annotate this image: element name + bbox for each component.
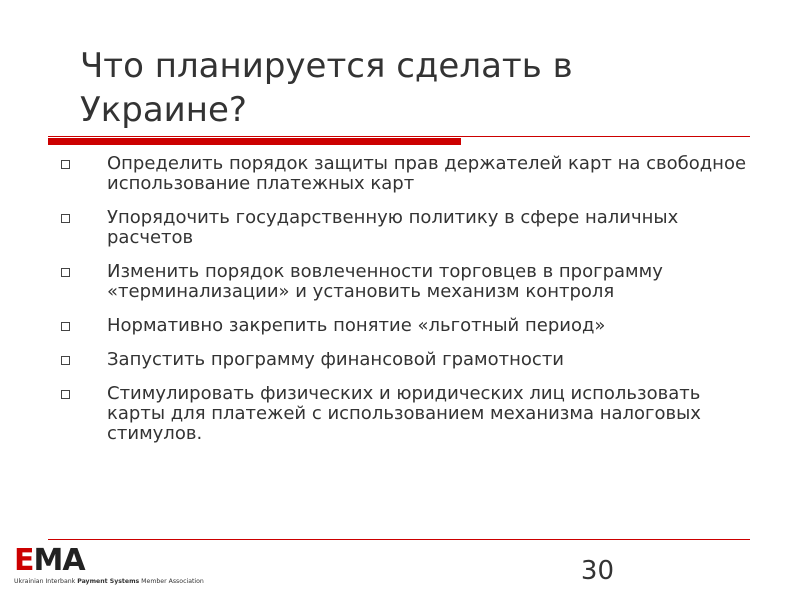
logo-caption [14,578,204,586]
logo-mark [14,544,85,578]
title-accent-bar [48,138,461,145]
square-bullet-icon [61,268,70,277]
bullet-list [56,154,756,458]
list-item [56,208,756,248]
list-item [56,316,756,336]
list-item [56,262,756,302]
list-item-text: Нормативно закрепить понятие «льготный период» [107,315,606,336]
list-item [56,350,756,370]
logo-caption-before: Ukrainian Interbank [14,578,78,585]
logo-caption-after: Member Association [139,578,204,585]
list-item-text: Запустить программу финансовой грамотности [107,349,564,370]
logo-mark-rest: MA [33,543,85,578]
square-bullet-icon [61,356,70,365]
list-item [56,384,756,444]
list-item-text: Определить порядок защиты прав держателей карт на свободное использование платежных карт [107,153,747,194]
slide-title: Что планируется сделать в Украине? [80,46,573,130]
ema-logo [10,544,250,590]
page-number: 30 [580,556,614,586]
list-item [56,154,756,194]
square-bullet-icon [61,214,70,223]
list-item-text: Изменить порядок вовлеченности торговцев в программу «терминализации» и установить механизм контроля [107,261,663,302]
footer-divider [48,539,750,540]
square-bullet-icon [61,322,70,331]
title-underline [48,136,750,137]
square-bullet-icon [61,160,70,169]
logo-mark-e: Е [14,543,34,578]
list-item-text: Упорядочить государственную политику в сфере наличных расчетов [107,207,679,248]
square-bullet-icon [61,390,70,399]
list-item-text: Стимулировать физических и юридических лиц использовать карты для платежей с использованием механизма налоговых стимулов. [107,383,701,444]
logo-caption-bold: Payment Systems [77,578,140,585]
